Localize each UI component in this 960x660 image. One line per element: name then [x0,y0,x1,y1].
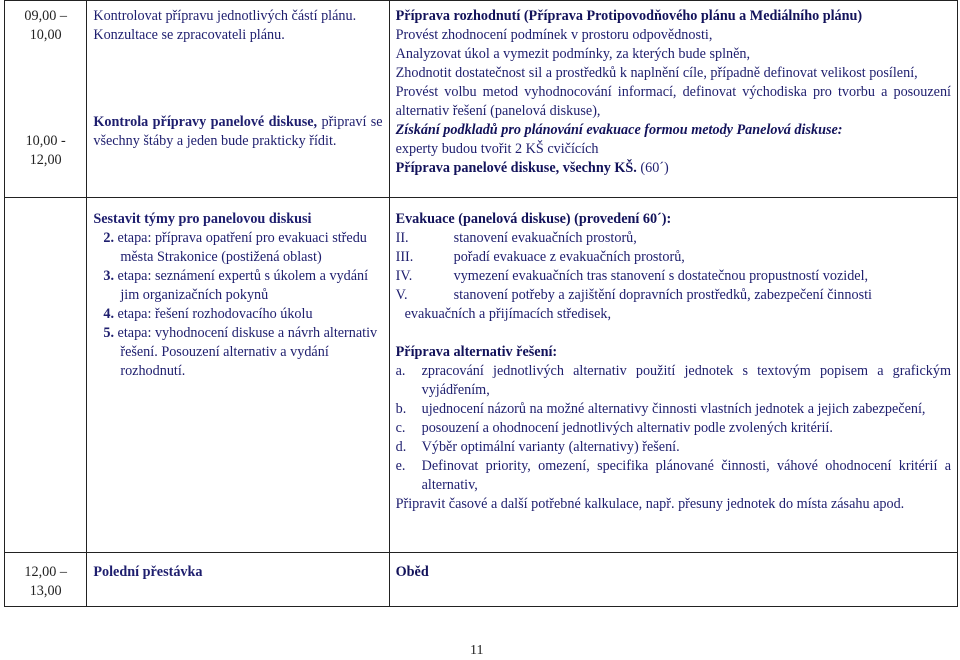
lunch-break: Polední přestávka [93,564,203,580]
phase-item: 4. etapa: řešení rozhodovacího úkolu [103,306,313,322]
time-end: 12,00 [29,152,62,168]
detail-cell [389,1,957,198]
detail-cell [389,553,957,607]
detail-cell [389,198,957,553]
alt-item: d. Výběr optimální varianty (alternativy) řešení. [395,439,680,455]
detail-line: Analyzovat úkol a vymezit podmínky, za kterých bude splněn, [395,46,751,62]
duration: (60´) [636,160,669,176]
section-emphasis: Příprava panelové diskuse, všechny KŠ. [395,160,637,176]
page-number: 11 [470,643,484,658]
task-cell [87,553,389,607]
roman-item: III. pořadí evakuace z evakuačních prostorů, [395,249,685,265]
detail-line: Provést volbu metod vyhodnocování informací, definovat východiska pro tvorbu a posouzení alternativ řešení (panelová diskuse), [395,84,951,119]
alt-item: e. Definovat priority, omezení, specifika plánované činnosti, váhové ohodnocení kritérií a alternativ, [395,458,951,493]
section-subtitle: Získání podkladů pro plánování evakuace formou metody Panelová diskuse: [395,122,843,138]
team-title: Sestavit týmy pro panelovou diskusi [93,211,312,227]
section-title: Příprava rozhodnutí (Příprava Protipovodňového plánu a Mediálního plánu) [395,8,863,24]
phase-item: 3. etapa: seznámení expertů s úkolem a vydání jim organizačních pokynů [103,268,369,303]
task-bold: Kontrola přípravy panelové diskuse, [93,114,318,130]
task-paragraph [93,113,382,151]
roman-continuation: evakuačních a přijímacích středisek, [404,306,612,322]
time-start: 12,00 – [24,564,67,580]
phase-item: 2. etapa: příprava opatření pro evakuaci středu města Strakonice (postižená oblast) [103,230,367,265]
schedule-row-0900 [5,1,958,198]
lunch-label: Oběd [395,564,429,580]
alt-item: b. ujednocení názorů na možné alternativy činnosti vlastních jednotek a jejich zabezpečení, [395,401,926,417]
time-end: 10,00 [29,27,62,43]
roman-item: IV. vymezení evakuačních tras stanovení s dostatečnou propustností vozidel, [395,268,869,284]
task-line: Konzultace se zpracovateli plánu. [93,27,285,43]
phase-list [93,229,382,381]
detail-line: Zhodnotit dostatečnost sil a prostředků k naplnění cíle, případně definovat velikost posílení, [395,65,918,81]
evacuation-title: Evakuace (panelová diskuse) (provedení 60´): [395,211,672,227]
time-cell [5,198,87,553]
alt-item: c. posouzení a ohodnocení jednotlivých alternativ podle zvolených kritérií. [395,420,833,436]
closing-note: Připravit časové a další potřebné kalkulace, např. přesuny jednotek do místa zásahu apod. [395,496,905,512]
alt-item: a. zpracování jednotlivých alternativ použití jednotek s textovým popisem a grafickým vyjádřením, [395,363,951,398]
time-start: 10,00 - [25,133,66,149]
roman-item: V. stanovení potřeby a zajištění dopravních prostředků, zabezpečení činnosti [395,287,872,303]
phase-item: 5. etapa: vyhodnocení diskuse a návrh alternativ řešení. Posouzení alternativ a vydání rozhodnutí. [103,325,378,379]
schedule-table [4,0,958,607]
task-cell [87,198,389,553]
time-start: 09,00 – [24,8,67,24]
task-cell [87,1,389,198]
schedule-row-1200 [5,553,958,607]
task-line: Kontrolovat přípravu jednotlivých částí plánu. [93,8,357,24]
task-rest: připraví se všechny štáby a jeden bude prakticky řídit. [93,114,383,149]
time-cell [5,553,87,607]
detail-line: Provést zhodnocení podmínek v prostoru odpovědnosti, [395,27,713,43]
time-end: 13,00 [29,583,62,599]
detail-line [396,159,951,178]
alternatives-title: Příprava alternativ řešení: [395,344,558,360]
time-cell [5,1,87,198]
schedule-row-1000 [5,198,958,553]
roman-item: II. stanovení evakuačních prostorů, [395,230,637,246]
detail-line: experty budou tvořit 2 KŠ cvičících [395,141,599,157]
